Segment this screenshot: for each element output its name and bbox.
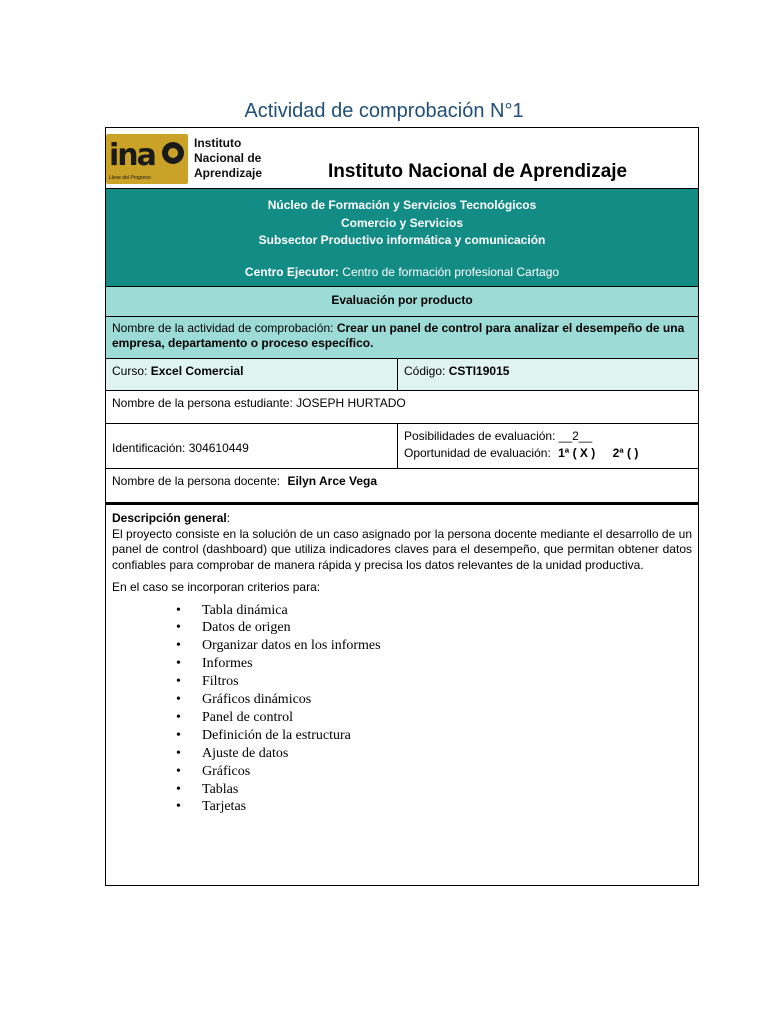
identificacion-label: Identificación: [112,441,186,455]
list-item: • Gráficos [112,763,692,781]
list-item: • Tarjetas [112,798,692,816]
nucleo-line-2: Comercio y Servicios [340,215,464,230]
activity-value: Crear un panel de control para analizar el desempeño de una empresa, departamento o proceso específico. [112,321,685,350]
activity-label: Nombre de la actividad de comprobación: [112,321,334,335]
header-row [105,127,699,189]
identificacion-cell [106,424,398,468]
list-item: • Gráficos dinámicos [112,691,692,709]
descripcion-colon: : [226,511,231,525]
list-item: • Ajuste de datos [112,745,692,763]
docente-value: Eilyn Arce Vega [287,474,378,488]
oportunidad-line [404,445,692,462]
list-item: • Definición de la estructura [112,727,692,745]
evaluation-form [105,127,699,886]
posibilidades-line [404,428,692,445]
oportunidad-first: 1ª ( X ) [558,446,596,460]
logo-line: Aprendizaje [194,166,263,180]
curso-value: Excel Comercial [150,364,244,378]
curso-row [105,359,699,391]
docente-row [105,469,699,503]
estudiante-row [105,391,699,424]
list-item: • Organizar datos en los informes [112,637,692,655]
oportunidad-label: Oportunidad de evaluación: [404,446,551,460]
descripcion-section [105,503,699,886]
oportunidad-second: 2ª ( ) [612,446,639,460]
document-title: Actividad de comprobación N°1 [244,100,524,122]
estudiante-value: JOSEPH HURTADO [296,396,406,410]
estudiante-label: Nombre de la persona estudiante: [112,396,293,410]
list-item: • Informes [112,655,692,673]
descripcion-paragraph: El proyecto consiste en la solución de un caso asignado por la persona docente mediante el desarrollo de un panel de control (dashboard) que utiliza indicadores claves para el desempeño, que permitan obtener datos confiables para comprobar de manera rápida y precisa los datos relevantes de la unidad productiva. [112,526,692,572]
list-item: • Datos de origen [112,619,692,637]
ina-logo-mark [106,134,188,184]
curso-label: Curso: [112,364,148,378]
criterios-list [112,602,692,817]
list-item: • Filtros [112,673,692,691]
logo-line: Nacional de [194,151,262,165]
ina-logo [106,132,270,186]
logo-circle-icon [162,142,184,164]
activity-name-row [105,317,699,359]
evaluacion-cell [398,424,698,468]
centro-label: Centro Ejecutor: [244,264,339,279]
posibilidades-label: Posibilidades de evaluación: [404,429,556,443]
list-item: • Tablas [112,781,692,799]
identificacion-row [105,424,699,469]
centro-value: Centro de formación profesional Cartago [342,264,560,279]
codigo-cell [398,359,698,390]
logo-text [194,136,262,181]
list-item: • Panel de control [112,709,692,727]
list-item: • Tabla dinámica [112,602,692,620]
descripcion-heading [112,511,692,527]
curso-cell [106,359,398,390]
descripcion-label: Descripción general [112,511,227,525]
nucleo-line-3: Subsector Productivo informática y comunicación [258,233,546,247]
logo-mark-text: ina [109,138,155,173]
identificacion-value: 304610449 [188,441,249,455]
posibilidades-value: __2__ [558,429,593,443]
nucleo-line-1: Núcleo de Formación y Servicios Tecnológicos [267,198,537,212]
nucleo-section [105,189,699,287]
logo-slogan: Lleve del Progreso [109,175,151,181]
centro-ejecutor [106,264,698,282]
criterios-intro: En el caso se incorporan criterios para: [112,580,321,594]
logo-line: Instituto [194,136,242,150]
codigo-value: CSTI19015 [448,364,510,378]
evaluation-type: Evaluación por producto [105,287,699,317]
docente-label: Nombre de la persona docente: [112,474,281,488]
institution-name: Instituto Nacional de Aprendizaje [328,161,628,182]
codigo-label: Código: [404,364,446,378]
